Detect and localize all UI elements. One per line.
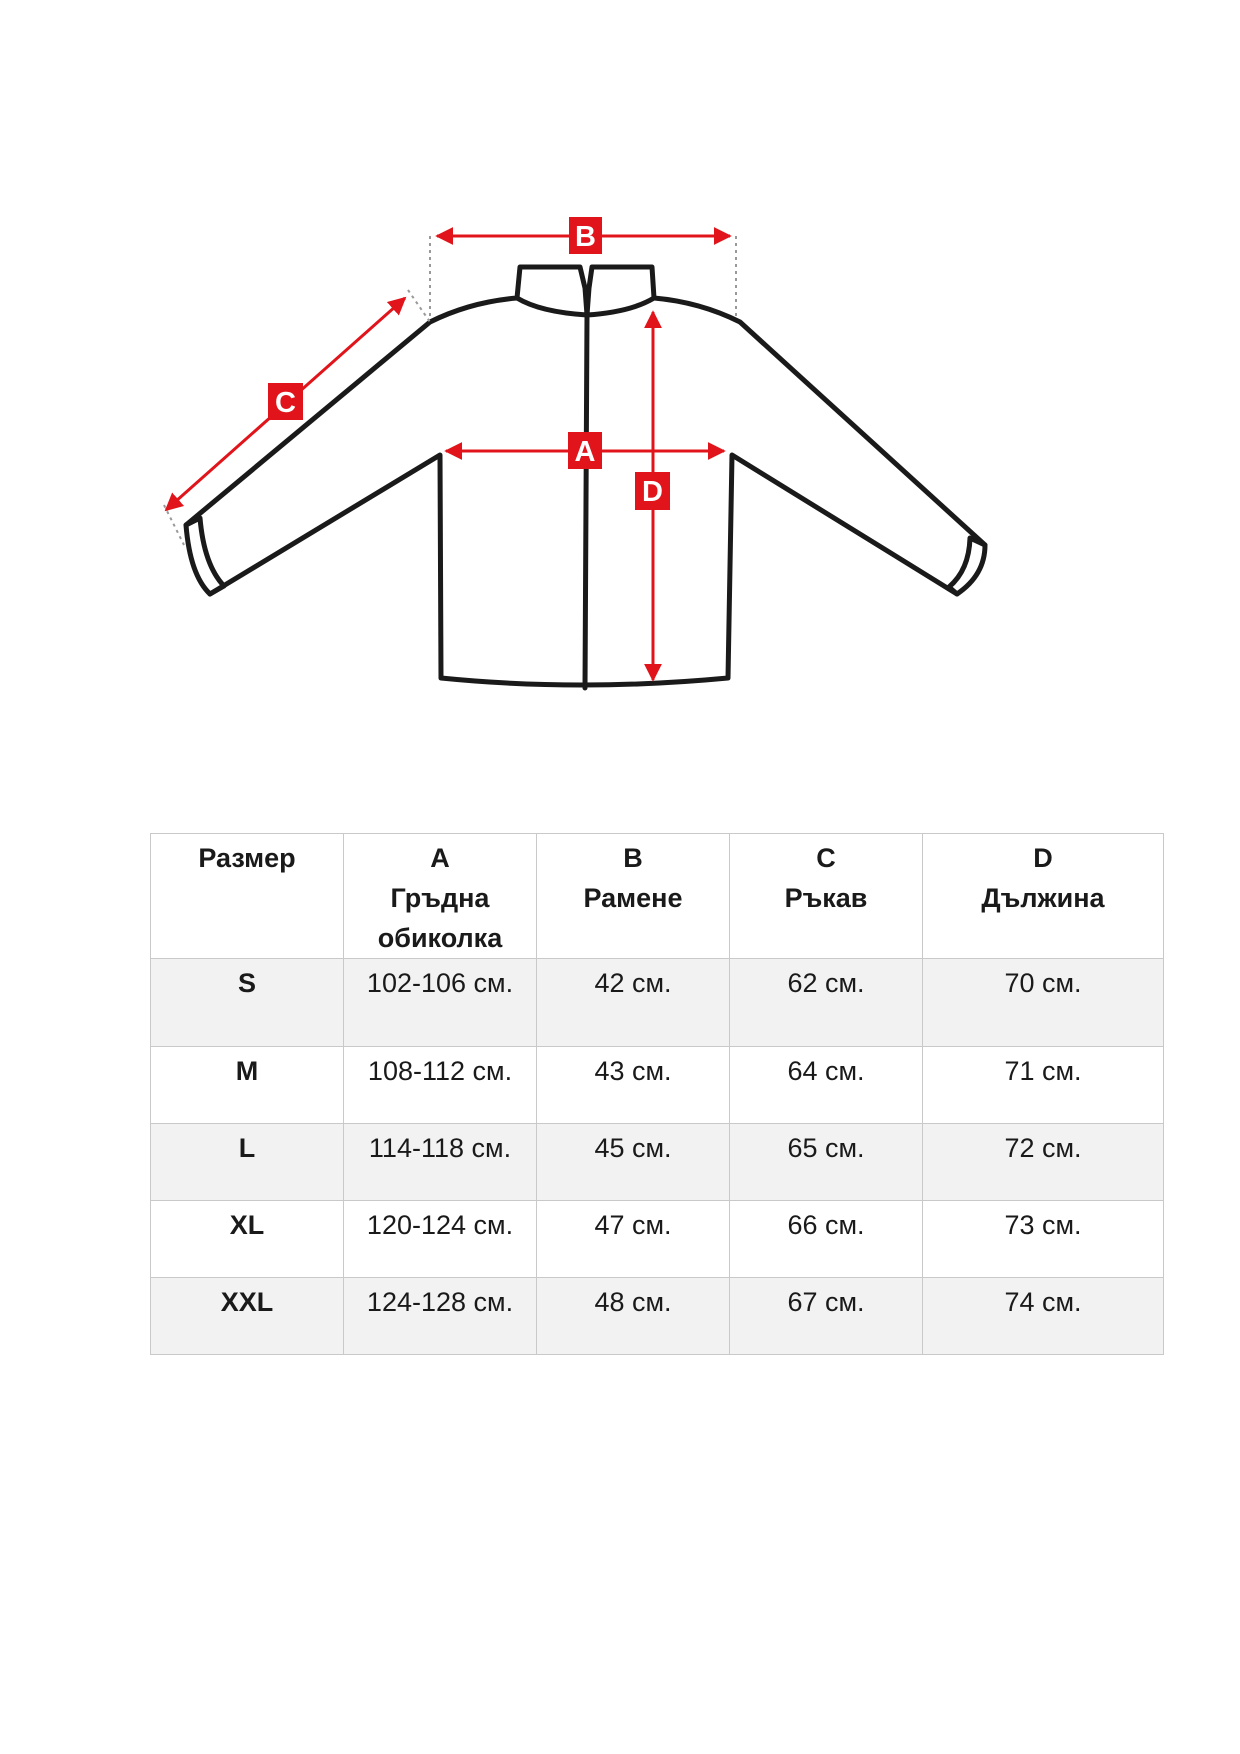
shoulders-cell: 47 см. [537, 1201, 730, 1278]
svg-text:C: C [275, 387, 296, 419]
size-cell: L [151, 1124, 344, 1201]
chest-cell: 120-124 см. [344, 1201, 537, 1278]
zipper-line [585, 315, 587, 688]
table-row [151, 959, 1164, 1047]
header-sleeve [730, 834, 923, 959]
table-header-row [151, 834, 1164, 959]
size-cell: XL [151, 1201, 344, 1278]
shoulders-cell: 45 см. [537, 1124, 730, 1201]
marker-a [568, 432, 602, 469]
header-length-label: Дължина [981, 883, 1105, 913]
header-shoulders-letter: B [623, 843, 643, 873]
header-size [151, 834, 344, 959]
table-row [151, 1278, 1164, 1355]
header-sleeve-letter: C [816, 843, 836, 873]
svg-text:B: B [575, 221, 596, 253]
chest-cell: 124-128 см. [344, 1278, 537, 1355]
shoulders-cell: 43 см. [537, 1047, 730, 1124]
jacket-outline [186, 267, 985, 688]
header-chest-letter: A [430, 843, 450, 873]
chest-cell: 114-118 см. [344, 1124, 537, 1201]
chest-cell: 108-112 см. [344, 1047, 537, 1124]
table-row [151, 1047, 1164, 1124]
header-chest-label: Гръдна [390, 883, 490, 913]
header-shoulders-label: Рамене [583, 883, 683, 913]
size-cell: M [151, 1047, 344, 1124]
shoulders-cell: 42 см. [537, 959, 730, 1047]
header-length-letter: D [1033, 843, 1053, 873]
shoulders-cell: 48 см. [537, 1278, 730, 1355]
length-cell: 71 см. [923, 1047, 1164, 1124]
header-sleeve-label: Ръкав [784, 883, 868, 913]
header-chest [344, 834, 537, 959]
marker-b [569, 217, 602, 254]
length-cell: 72 см. [923, 1124, 1164, 1201]
header-length [923, 834, 1164, 959]
length-cell: 70 см. [923, 959, 1164, 1047]
length-cell: 73 см. [923, 1201, 1164, 1278]
size-cell: XXL [151, 1278, 344, 1355]
length-cell: 74 см. [923, 1278, 1164, 1355]
marker-d [635, 472, 670, 510]
sleeve-cell: 62 см. [730, 959, 923, 1047]
chest-cell: 102-106 см. [344, 959, 537, 1047]
svg-text:A: A [574, 436, 596, 468]
sleeve-cell: 67 см. [730, 1278, 923, 1355]
marker-c [268, 383, 303, 420]
header-size-label: Размер [198, 843, 296, 873]
header-shoulders [537, 834, 730, 959]
size-chart-table [150, 833, 1164, 1355]
table-row [151, 1201, 1164, 1278]
table-row [151, 1124, 1164, 1201]
jacket-measurement-diagram [0, 0, 1240, 760]
svg-text:D: D [642, 476, 663, 508]
sleeve-cell: 66 см. [730, 1201, 923, 1278]
size-cell: S [151, 959, 344, 1047]
sleeve-cell: 65 см. [730, 1124, 923, 1201]
sleeve-cell: 64 см. [730, 1047, 923, 1124]
header-chest-label-2: обиколка [377, 923, 503, 953]
